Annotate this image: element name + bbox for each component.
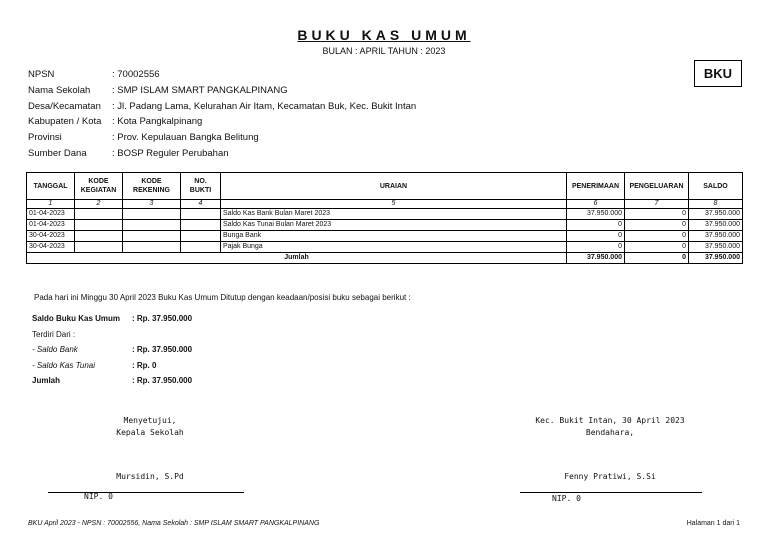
info-row-city — [28, 114, 416, 130]
cash-ledger-table — [26, 172, 743, 264]
cell-income: 0 — [567, 231, 625, 242]
summary-tunai-value: : Rp. 0 — [132, 361, 157, 370]
info-row-school — [28, 83, 416, 99]
table-row — [27, 209, 743, 220]
summary-bank-value: : Rp. 37.950.000 — [132, 345, 193, 354]
cell-account — [123, 209, 181, 220]
cell-balance: 37.950.000 — [689, 242, 743, 253]
info-value: : 70002556 — [112, 69, 160, 80]
info-row-province — [28, 130, 416, 146]
cell-balance: 37.950.000 — [689, 220, 743, 231]
total-expense: 0 — [625, 253, 689, 264]
cell-activity — [75, 209, 123, 220]
cell-date: 30-04-2023 — [27, 242, 75, 253]
cell-balance: 37.950.000 — [689, 231, 743, 242]
info-label: Sumber Dana — [28, 147, 87, 159]
right-signature-title: Bendahara, — [585, 428, 635, 437]
summary-jumlah-label: Jumlah — [32, 376, 61, 385]
summary-jumlah-value: : Rp. 37.950.000 — [132, 376, 193, 385]
cell-date: 01-04-2023 — [27, 220, 75, 231]
cell-proof — [181, 209, 221, 220]
col-header: SALDO — [689, 173, 743, 200]
document-subtitle: BULAN : APRIL TAHUN : 2023 — [322, 46, 446, 56]
info-row-fund — [28, 146, 416, 162]
closing-statement: Pada hari ini Minggu 30 April 2023 Buku Kas Umum Ditutup dengan keadaan/posisi buku sebagai berikut : — [34, 293, 411, 302]
right-signature-line — [520, 492, 702, 493]
info-value: : Prov. Kepulauan Bangka Belitung — [112, 132, 259, 144]
table-row — [27, 231, 743, 242]
footer-document-info: BKU April 2023 - NPSN : 70002556, Nama Sekolah : SMP ISLAM SMART PANGKALPINANG — [28, 520, 320, 527]
summary-jumlah — [32, 376, 192, 385]
summary-tunai — [32, 361, 156, 370]
cell-description: Saldo Kas Bank Bulan Maret 2023 — [221, 209, 567, 220]
table-row — [27, 242, 743, 253]
table-total-row — [27, 253, 743, 264]
info-row-npsn — [28, 67, 416, 83]
col-header: PENERIMAAN — [567, 173, 625, 200]
cell-description: Saldo Kas Tunai Bulan Maret 2023 — [221, 220, 567, 231]
cell-expense: 0 — [625, 242, 689, 253]
cell-proof — [181, 231, 221, 242]
col-number: 8 — [689, 200, 743, 209]
col-number: 5 — [221, 200, 567, 209]
col-header: PENGELUARAN — [625, 173, 689, 200]
total-income: 37.950.000 — [567, 253, 625, 264]
info-label: Provinsi — [28, 132, 62, 144]
col-number: 2 — [75, 200, 123, 209]
col-header: NO. BUKTI — [181, 173, 221, 200]
cell-activity — [75, 231, 123, 242]
headmaster-nip: NIP. 0 — [84, 492, 113, 501]
info-label: NPSN — [28, 69, 55, 80]
info-value: : SMP ISLAM SMART PANGKALPINANG — [112, 84, 288, 96]
col-number: 4 — [181, 200, 221, 209]
cell-account — [123, 242, 181, 253]
col-header: TANGGAL — [27, 173, 75, 200]
col-number: 6 — [567, 200, 625, 209]
info-label: Kabupaten / Kota — [28, 116, 102, 128]
info-value: : BOSP Reguler Perubahan — [112, 147, 229, 159]
cell-description: Pajak Bunga — [221, 242, 567, 253]
cell-date: 01-04-2023 — [27, 209, 75, 220]
summary-bank — [32, 345, 192, 354]
info-value: : Kota Pangkalpinang — [112, 116, 203, 128]
info-value: : Jl. Padang Lama, Kelurahan Air Itam, Kecamatan Buk, Kec. Bukit Intan — [112, 100, 417, 112]
summary-saldo-value: : Rp. 37.950.000 — [132, 314, 193, 323]
col-header: KODE REKENING — [123, 173, 181, 200]
school-info — [28, 67, 416, 162]
cell-income: 0 — [567, 220, 625, 231]
cell-activity — [75, 242, 123, 253]
left-signature-title-2: Kepala Sekolah — [116, 428, 184, 437]
treasurer-nip: NIP. 0 — [552, 494, 581, 503]
document-title: BUKU KAS UMUM — [297, 27, 471, 43]
col-number: 3 — [123, 200, 181, 209]
left-signature-line — [48, 492, 244, 493]
summary-terdiri: Terdiri Dari : — [32, 330, 76, 339]
summary-saldo — [32, 314, 192, 323]
headmaster-name: Mursidin, S.Pd — [116, 472, 184, 481]
summary-saldo-label: Saldo Buku Kas Umum — [32, 314, 121, 323]
cell-date: 30-04-2023 — [27, 231, 75, 242]
cell-account — [123, 220, 181, 231]
col-number: 7 — [625, 200, 689, 209]
table-header-row — [27, 173, 743, 200]
col-header: URAIAN — [221, 173, 567, 200]
bku-badge: BKU — [694, 60, 742, 87]
column-number-row — [27, 200, 743, 209]
col-number: 1 — [27, 200, 75, 209]
cell-expense: 0 — [625, 220, 689, 231]
treasurer-name: Fenny Pratiwi, S.Si — [564, 472, 656, 481]
cell-proof — [181, 220, 221, 231]
cell-expense: 0 — [625, 209, 689, 220]
info-row-district — [28, 99, 416, 115]
col-header: KODE KEGIATAN — [75, 173, 123, 200]
cell-activity — [75, 220, 123, 231]
summary-tunai-label: - Saldo Kas Tunai — [32, 361, 95, 370]
right-signature-place-date: Kec. Bukit Intan, 30 April 2023 — [535, 416, 685, 425]
info-label: Desa/Kecamatan — [28, 100, 101, 112]
total-label: Jumlah — [27, 253, 567, 264]
cell-account — [123, 231, 181, 242]
summary-bank-label: - Saldo Bank — [32, 345, 78, 354]
cell-expense: 0 — [625, 231, 689, 242]
info-label: Nama Sekolah — [28, 84, 91, 96]
cell-income: 0 — [567, 242, 625, 253]
footer-page-number: Halaman 1 dari 1 — [686, 520, 740, 527]
cell-description: Bunga Bank — [221, 231, 567, 242]
cell-proof — [181, 242, 221, 253]
table-row — [27, 220, 743, 231]
cell-balance: 37.950.000 — [689, 209, 743, 220]
total-balance: 37.950.000 — [689, 253, 743, 264]
left-signature-title-1: Menyetujui, — [123, 416, 177, 425]
cell-income: 37.950.000 — [567, 209, 625, 220]
